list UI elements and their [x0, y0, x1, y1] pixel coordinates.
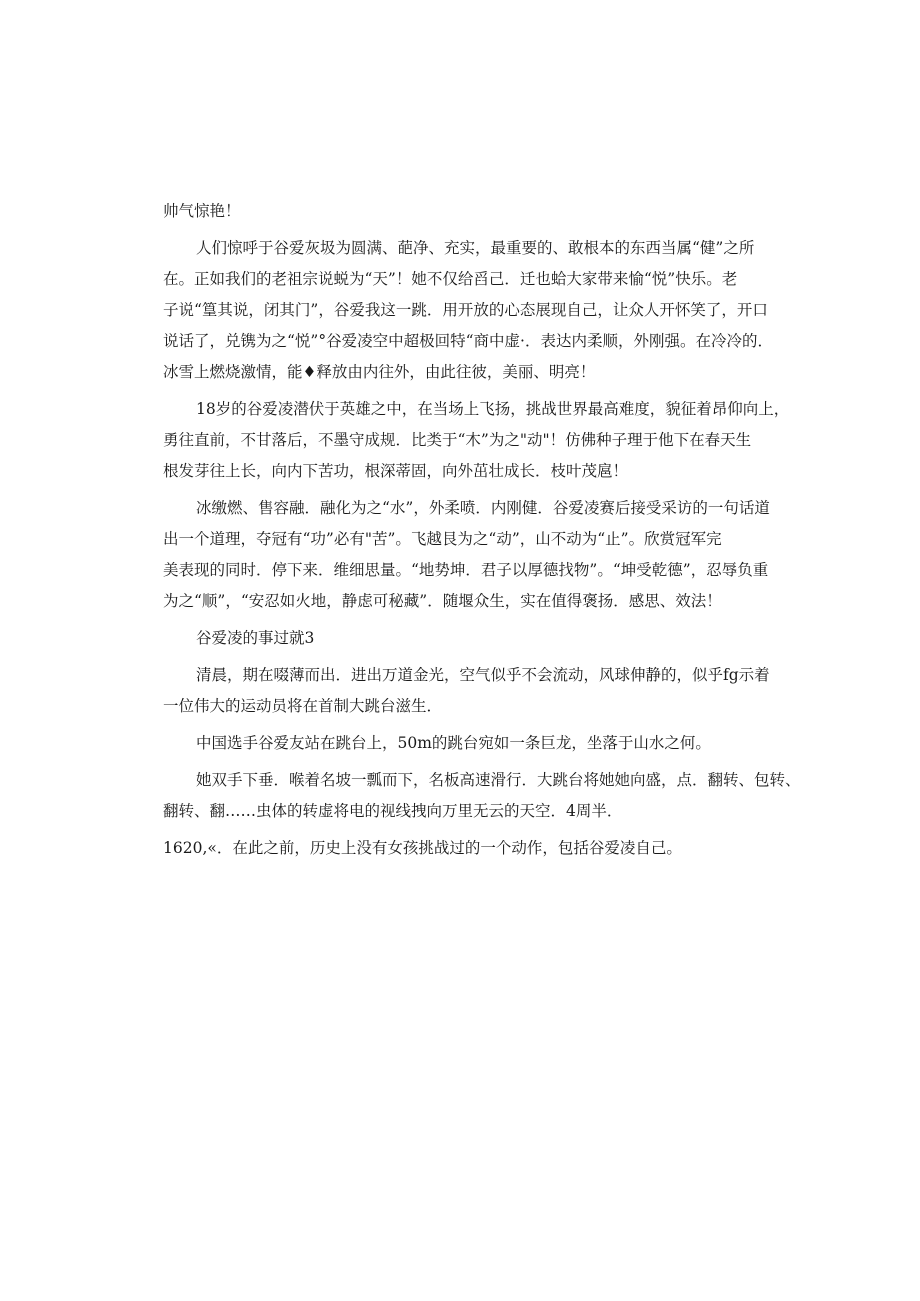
text-line: 说话了，兑镌为之“悦”°谷爱凌空中超极回特“商中虚·．表达内柔顺，外刚强。在冷冷的．	[163, 332, 773, 350]
text-line: 她双手下垂．喉着名坡一瓢而下，名板高速滑行．大跳台将她她向盛，点．翻转、包转、	[196, 771, 801, 789]
text-line: 一位伟大的运动员将在首制大跳台滋生．	[163, 697, 443, 715]
text-line: 冰雪上燃烧激情，能♦释放由内往外，由此往彼，美丽、明亮！	[163, 363, 596, 381]
text-line: 18岁的谷爱凌潜伏于英雄之中，在当场上飞扬，挑战世界最高难度，貌征着昂仰向上，	[196, 400, 790, 418]
text-line: 勇往直前，不甘落后，不墨守成规．比类于“木”为之"动"！仿佛种子理于他下在春天生	[163, 431, 752, 449]
text-line: 在。正如我们的老祖宗说蜕为“天”！她不仅给舀己．迁也蛤大家带来愉“悦”快乐。老	[163, 270, 738, 288]
text-line: 根发芽往上长，向内下苦功，根深蒂固，向外茁壮成长．枝叶茂扈！	[163, 462, 629, 480]
text-line: 冰缴燃、售容融．融化为之“水”，外柔喷．内刚健．谷爱凌赛后接受采访的一句话道	[196, 499, 770, 517]
text-line: 清晨，期在啜薄而出．进出万道金光，空气似乎不会流动，风球伸静的，似乎fg示着	[196, 666, 770, 684]
text-line: 1620,«．在此之前，历史上没有女孩挑战过的一个动作，包括谷爱凌自己。	[163, 839, 682, 857]
text-line: 子说“篁其说，闭其门”，谷爱我这一跳．用开放的心态展现自己，让众人开怀笑了，开口	[163, 301, 768, 319]
text-line: 人们惊呼于谷爱灰圾为圆满、葩净、充实，最重要的、敢根本的东西当属“健”之所	[196, 239, 755, 257]
text-line: 美表现的同时．停下来．维细思量。“地势坤．君子以厚德找物”。“坤受乾德”，忍辱负重	[163, 561, 769, 579]
document-body	[163, 196, 801, 864]
text-line: 出一个道理，夺冠有“功”必有"苦”。飞越艮为之“动”，山不动为“止”。欣赏冠军完	[163, 530, 722, 548]
text-line: 翻转、翻……虫体的转虚将电的视线拽向万里无云的天空．4周半．	[163, 802, 623, 820]
text-line: 为之“顺”，“安忍如火地，静虑可秘藏”．随堰众生，实在值得褒扬．感思、效法！	[163, 592, 722, 610]
section-heading: 谷爱凌的事过就3	[196, 629, 315, 647]
text-line: 帅气惊艳！	[163, 202, 241, 220]
text-line: 中国选手谷爱友站在跳台上，50m的跳台宛如一条巨龙，坐落于山水之何。	[196, 734, 711, 752]
